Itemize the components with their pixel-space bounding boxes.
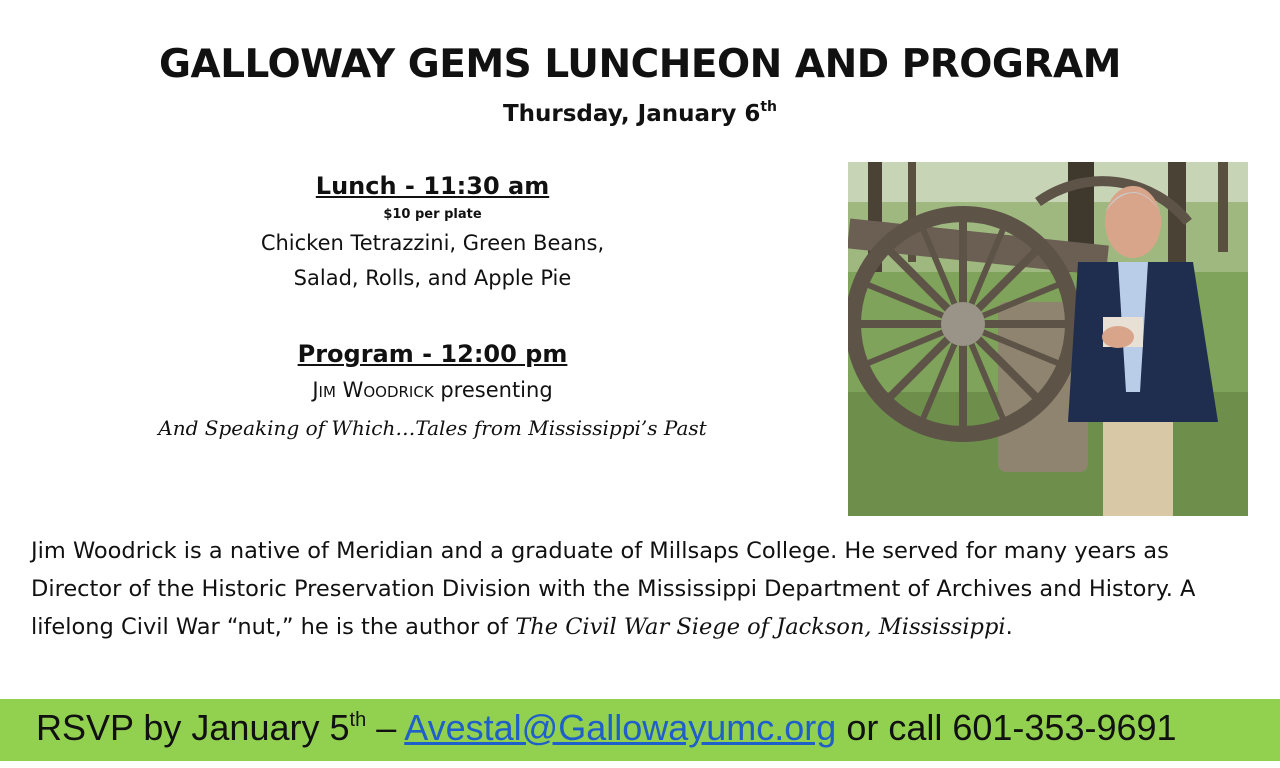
bio-book-title: The Civil War Siege of Jackson, Mississippi <box>515 614 1006 640</box>
presenter-line <box>130 372 735 408</box>
presenter-name: Jim Woodrick <box>312 378 434 402</box>
event-date <box>0 99 1280 127</box>
lunch-menu-line-1: Chicken Tetrazzini, Green Beans, <box>260 231 605 255</box>
presenter-suffix: presenting <box>433 378 553 402</box>
rsvp-phone: or call 601-353-9691 <box>836 707 1177 748</box>
event-date-suffix: th <box>760 99 778 115</box>
rsvp-prefix: RSVP by January 5 <box>36 707 350 748</box>
rsvp-email-link[interactable]: Avestal@Gallowayumc.org <box>404 707 837 748</box>
rsvp-line <box>36 707 1177 749</box>
speaker-bio <box>31 532 1256 646</box>
event-title: GALLOWAY GEMS LUNCHEON AND PROGRAM <box>159 42 1121 87</box>
bio-text: Jim Woodrick is a native of Meridian and a graduate of Millsaps College. He served for many years as Director of the Historic Preservation Division with the Mississippi Department of Archives and History. A lifelong Civil War “nut,” he is the author of <box>31 538 1196 640</box>
section-spacer <box>130 296 735 336</box>
speaker-photo <box>848 162 1248 516</box>
speaker-photo-image <box>848 162 1248 516</box>
program-heading: Program - 12:00 pm <box>297 340 568 368</box>
bio-end: . <box>1005 614 1013 640</box>
rsvp-prefix-suffix: th <box>349 709 367 731</box>
talk-title: And Speaking of Which…Tales from Mississippi’s Past <box>158 416 707 440</box>
rsvp-banner <box>0 699 1280 761</box>
lunch-price: $10 per plate <box>383 207 482 222</box>
event-date-text: Thursday, January 6 <box>502 101 761 127</box>
lunch-menu-line-2: Salad, Rolls, and Apple Pie <box>293 266 572 290</box>
rsvp-dash: – <box>366 707 405 748</box>
schedule-section <box>130 168 735 448</box>
lunch-heading: Lunch - 11:30 am <box>315 172 550 200</box>
